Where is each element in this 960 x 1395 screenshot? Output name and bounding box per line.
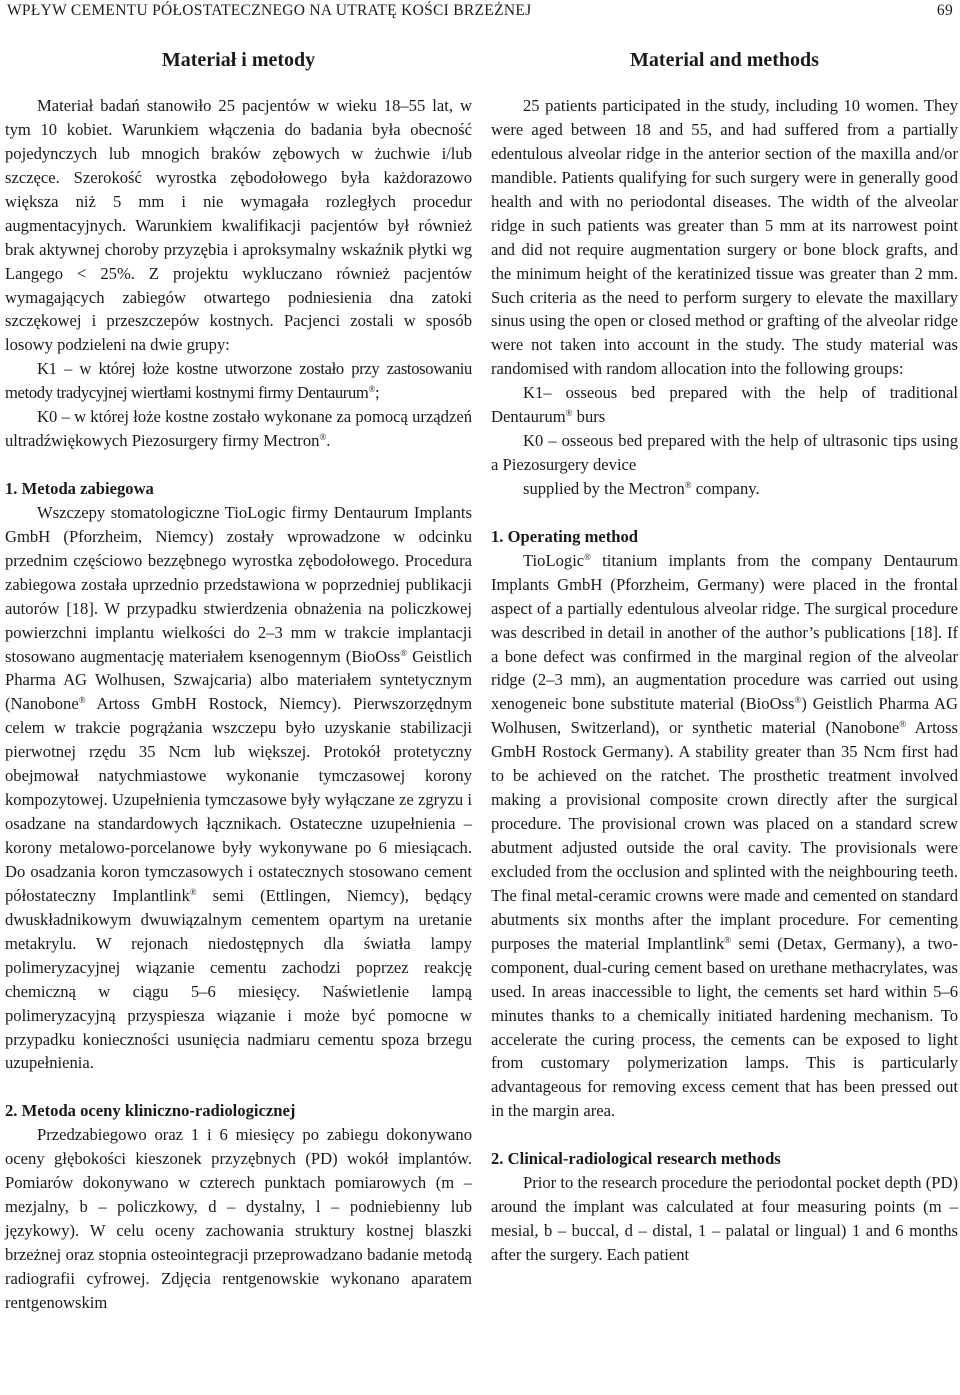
page-number: 69	[936, 2, 953, 19]
text-run: supplied by the Mectron	[523, 479, 685, 498]
section-heading-pl: Materiał i metody	[161, 49, 316, 71]
registered-mark: ®	[794, 695, 802, 706]
registered-mark: ®	[584, 551, 592, 562]
subsection-heading-en-2: 2. Clinical-radiological research methods	[491, 1149, 781, 1169]
group-k1-end: ;	[374, 383, 380, 403]
paragraph-operating-method-en	[491, 549, 958, 1124]
registered-mark: ®	[565, 408, 573, 419]
group-k1-pl	[5, 357, 472, 405]
group-k0-end: .	[326, 431, 331, 451]
running-header	[7, 2, 953, 24]
text-run: TioLogic	[523, 550, 585, 570]
paragraph-clinical-method-en: Prior to the research procedure the periodontal pocket depth (PD) around the implant was calculated at four measuring points (m – mesial, b – buccal, d – distal, 1 – palatal or lingual) 1 and 6 months after the surgery. Each patient	[491, 1173, 958, 1264]
registered-mark: ®	[368, 384, 375, 395]
registered-mark: ®	[189, 886, 197, 897]
group-k1-text: K1– osseous bed prepared with the help of traditional Dentaurum	[491, 383, 958, 427]
running-title: WPŁYW CEMENTU PÓŁOSTATECZNEGO NA UTRATĘ KOŚCI BRZEŻNEJ	[7, 2, 532, 19]
text-run: Wszczepy stomatologiczne TioLogic firmy Dentaurum Implants GmbH (Pforzheim, Niemcy) zostały wprowadzone w odcinku przednim częściowo bezzębnego wyrostka zębodołowego. Procedura zabiegowa została uprzednio przedstawiona w poprzedniej publikacji autorów [18]. W przypadku stwierdzenia obnażenia na policzkowej powierzchni implantu wielkości do 2–3 mm w trakcie implantacji stosowano augmentację materiałem ksenogennym (BioOss	[5, 502, 472, 666]
paragraph-clinical-method-pl: Przedzabiegowo oraz 1 i 6 miesięcy po zabiegu dokonywano oceny głębokości kieszonek przyzębnych (PD) wokół implantów. Pomiarów dokonywano w czterech punktach pomiarowych (m – mezjalny, b – policzkowy, d – dystalny, l – podniebienny lub językowy). W celu oceny zachowania struktury kostnej blaszki brzeżnej oraz stopnia osteointegracji przeprowadzano badanie metodą radiografii cyfrowej. Zdjęcia rentgenowskie wykonano aparatem rentgenowskim	[5, 1125, 472, 1312]
subsection-heading-en-1: 1. Operating method	[491, 526, 639, 546]
registered-mark: ®	[684, 480, 692, 490]
section-heading-en: Material and methods	[630, 49, 819, 71]
group-k1-en	[491, 381, 958, 429]
registered-mark: ®	[78, 695, 86, 706]
paragraph-operating-method-pl	[5, 501, 472, 1076]
text-run: company.	[691, 479, 760, 498]
group-k0-text: K0 – w której łoże kostne zostało wykonane za pomocą urządzeń ultradźwiękowych Piezosurgery firmy Mectron	[5, 407, 472, 451]
text-run: semi (Detax, Germany), a two-component, dual-curing cement based on urethane methacrylates, was used. In areas inaccessible to light, the cements set hard within 5–6 minutes thanks to a chemically initiated hardening mechanism. To accelerate the curing process, the cements can be exposed to light from customary polymerization lamps. This is particularly advantageous for removing excess cement that has been pressed out in the margin area.	[491, 933, 958, 1121]
paragraph-study-material-pl: Materiał badań stanowiło 25 pacjentów w wieku 18–55 lat, w tym 10 kobiet. Warunkiem włączenia do badania była obecność pojedynczych lub mnogich braków zębowych w żuchwie i/lub szczęce. Szerokość wyrostka zębodołowego była każdorazowo większa niż 5 mm i nie wymagała rozległych procedur augmentacyjnych. Warunkiem kwalifikacji pacjentów był również brak aktywnej choroby przyzębia i aproksymalny wskaźnik płytki wg Langego < 25%. Z projektu wykluczano również pacjentów wymagających zabiegów otwartego podniesienia dna zatoki szczękowej i przeszczepów kostnych. Pacjenci zostali w sposób losowy podzieleni na dwie grupy:	[5, 96, 472, 355]
text-run: semi (Ettlingen, Niemcy), będący dwuskładnikowym dwuwiązalnym cementem opartym na uretanie metakrylu. W rejonach niedostępnych dla światła lampy polimeryzacyjnej wiązanie cementu zachodzi poprzez reakcję chemiczną w ciągu 5–6 miesięcy. Naświetlenie lampą polimeryzacyjną przyspiesza wiązanie i może być pomocne w przypadku konieczności usunięcia nadmiaru cementu spoza brzegu uzupełnienia.	[5, 885, 472, 1073]
registered-mark: ®	[899, 719, 907, 730]
text-run: Geistlich Pharma AG Wolhusen, Szwajcaria) albo materiałem syntetycznym (Nanobone	[5, 646, 472, 714]
text-run: Artoss GmbH Rostock, Niemcy). Pierwszorzędnym celem w trakcie pogrążania wszczepu było uzyskanie stabilizacji pierwotnej rzędu 35 Ncm lub większej. Protokół protetyczny obejmował natychmiastowe wykonanie tymczasowej korony kompozytowej. Uzupełnienia tymczasowe były wyłączane ze zgryzu i osadzane na standardowych łącznikach. Ostateczne uzupełnienia – korony metalowo-porcelanowe były wykonywane po 6 miesiącach. Do osadzania koron tymczasowych i ostatecznych stosowano cement półostateczny Implantlink	[5, 694, 472, 905]
english-column	[491, 38, 958, 1267]
registered-mark: ®	[724, 934, 732, 945]
subsection-heading-pl-1: 1. Metoda zabiegowa	[5, 478, 154, 498]
subsection-heading-pl-2: 2. Metoda oceny kliniczno-radiologicznej	[5, 1101, 296, 1121]
text-run: titanium implants from the company Dentaurum Implants GmbH (Pforzheim, Germany) were placed in the frontal aspect of a partially edentulous alveolar ridge. The surgical procedure was described in detail in another of the author’s publications [18]. If a bone defect was confirmed in the marginal region of the alveolar ridge (2–3 mm), an augmentation procedure was carried out using xenogeneic bone substitute material (BioOss	[491, 550, 958, 714]
registered-mark: ®	[400, 647, 408, 658]
group-k0-en: K0 – osseous bed prepared with the help of ultrasonic tips using a Piezosurgery device	[491, 431, 958, 475]
group-k1-end: burs	[572, 407, 606, 427]
text-run: ) Geistlich Pharma AG Wolhusen, Switzerland), or synthetic material (Nanobone	[491, 694, 958, 738]
paragraph-study-material-en: 25 patients participated in the study, including 10 women. They were aged between 18 and 55, and had suffered from a partially edentulous alveolar ridge in the anterior section of the maxilla and/or mandible. Patients qualifying for such surgery were in generally good health and with no periodontal diseases. The width of the alveolar ridge in such patients was greater than 5 mm at its narrowest point and did not require augmentation surgery or bone block grafts, and the minimum height of the keratinized tissue was greater than 2 mm. Such criteria as the need to perform surgery to elevate the maxillary sinus using the open or closed method or grafting of the alveolar ridge were not taken into account in the study. The study material was randomised with random allocation into the following groups:	[491, 96, 958, 379]
group-k1-text: K1 – w której łoże kostne utworzone zostało przy zastosowaniu metody tradycyjnej wiertłami kostnymi firmy Dentaurum	[5, 359, 472, 403]
text-run: Artoss GmbH Rostock Germany). A stability greater than 35 Ncm first had to be achieved on the ratchet. The prosthetic treatment involved making a provisional composite crown directly after the surgical procedure. The provisional crown was placed on a standard screw abutment adjusted outside the oral cavity. The provisionals were excluded from the occlusion and splinted with the neighbouring teeth. The final metal-ceramic crowns were made and cemented on standard abutments six months after the implant procedure. For cementing purposes the material Implantlink	[491, 718, 958, 953]
polish-column	[5, 38, 472, 1315]
group-k0-pl	[5, 405, 472, 453]
group-k0-supplier-en	[491, 477, 958, 501]
registered-mark: ®	[319, 432, 327, 443]
